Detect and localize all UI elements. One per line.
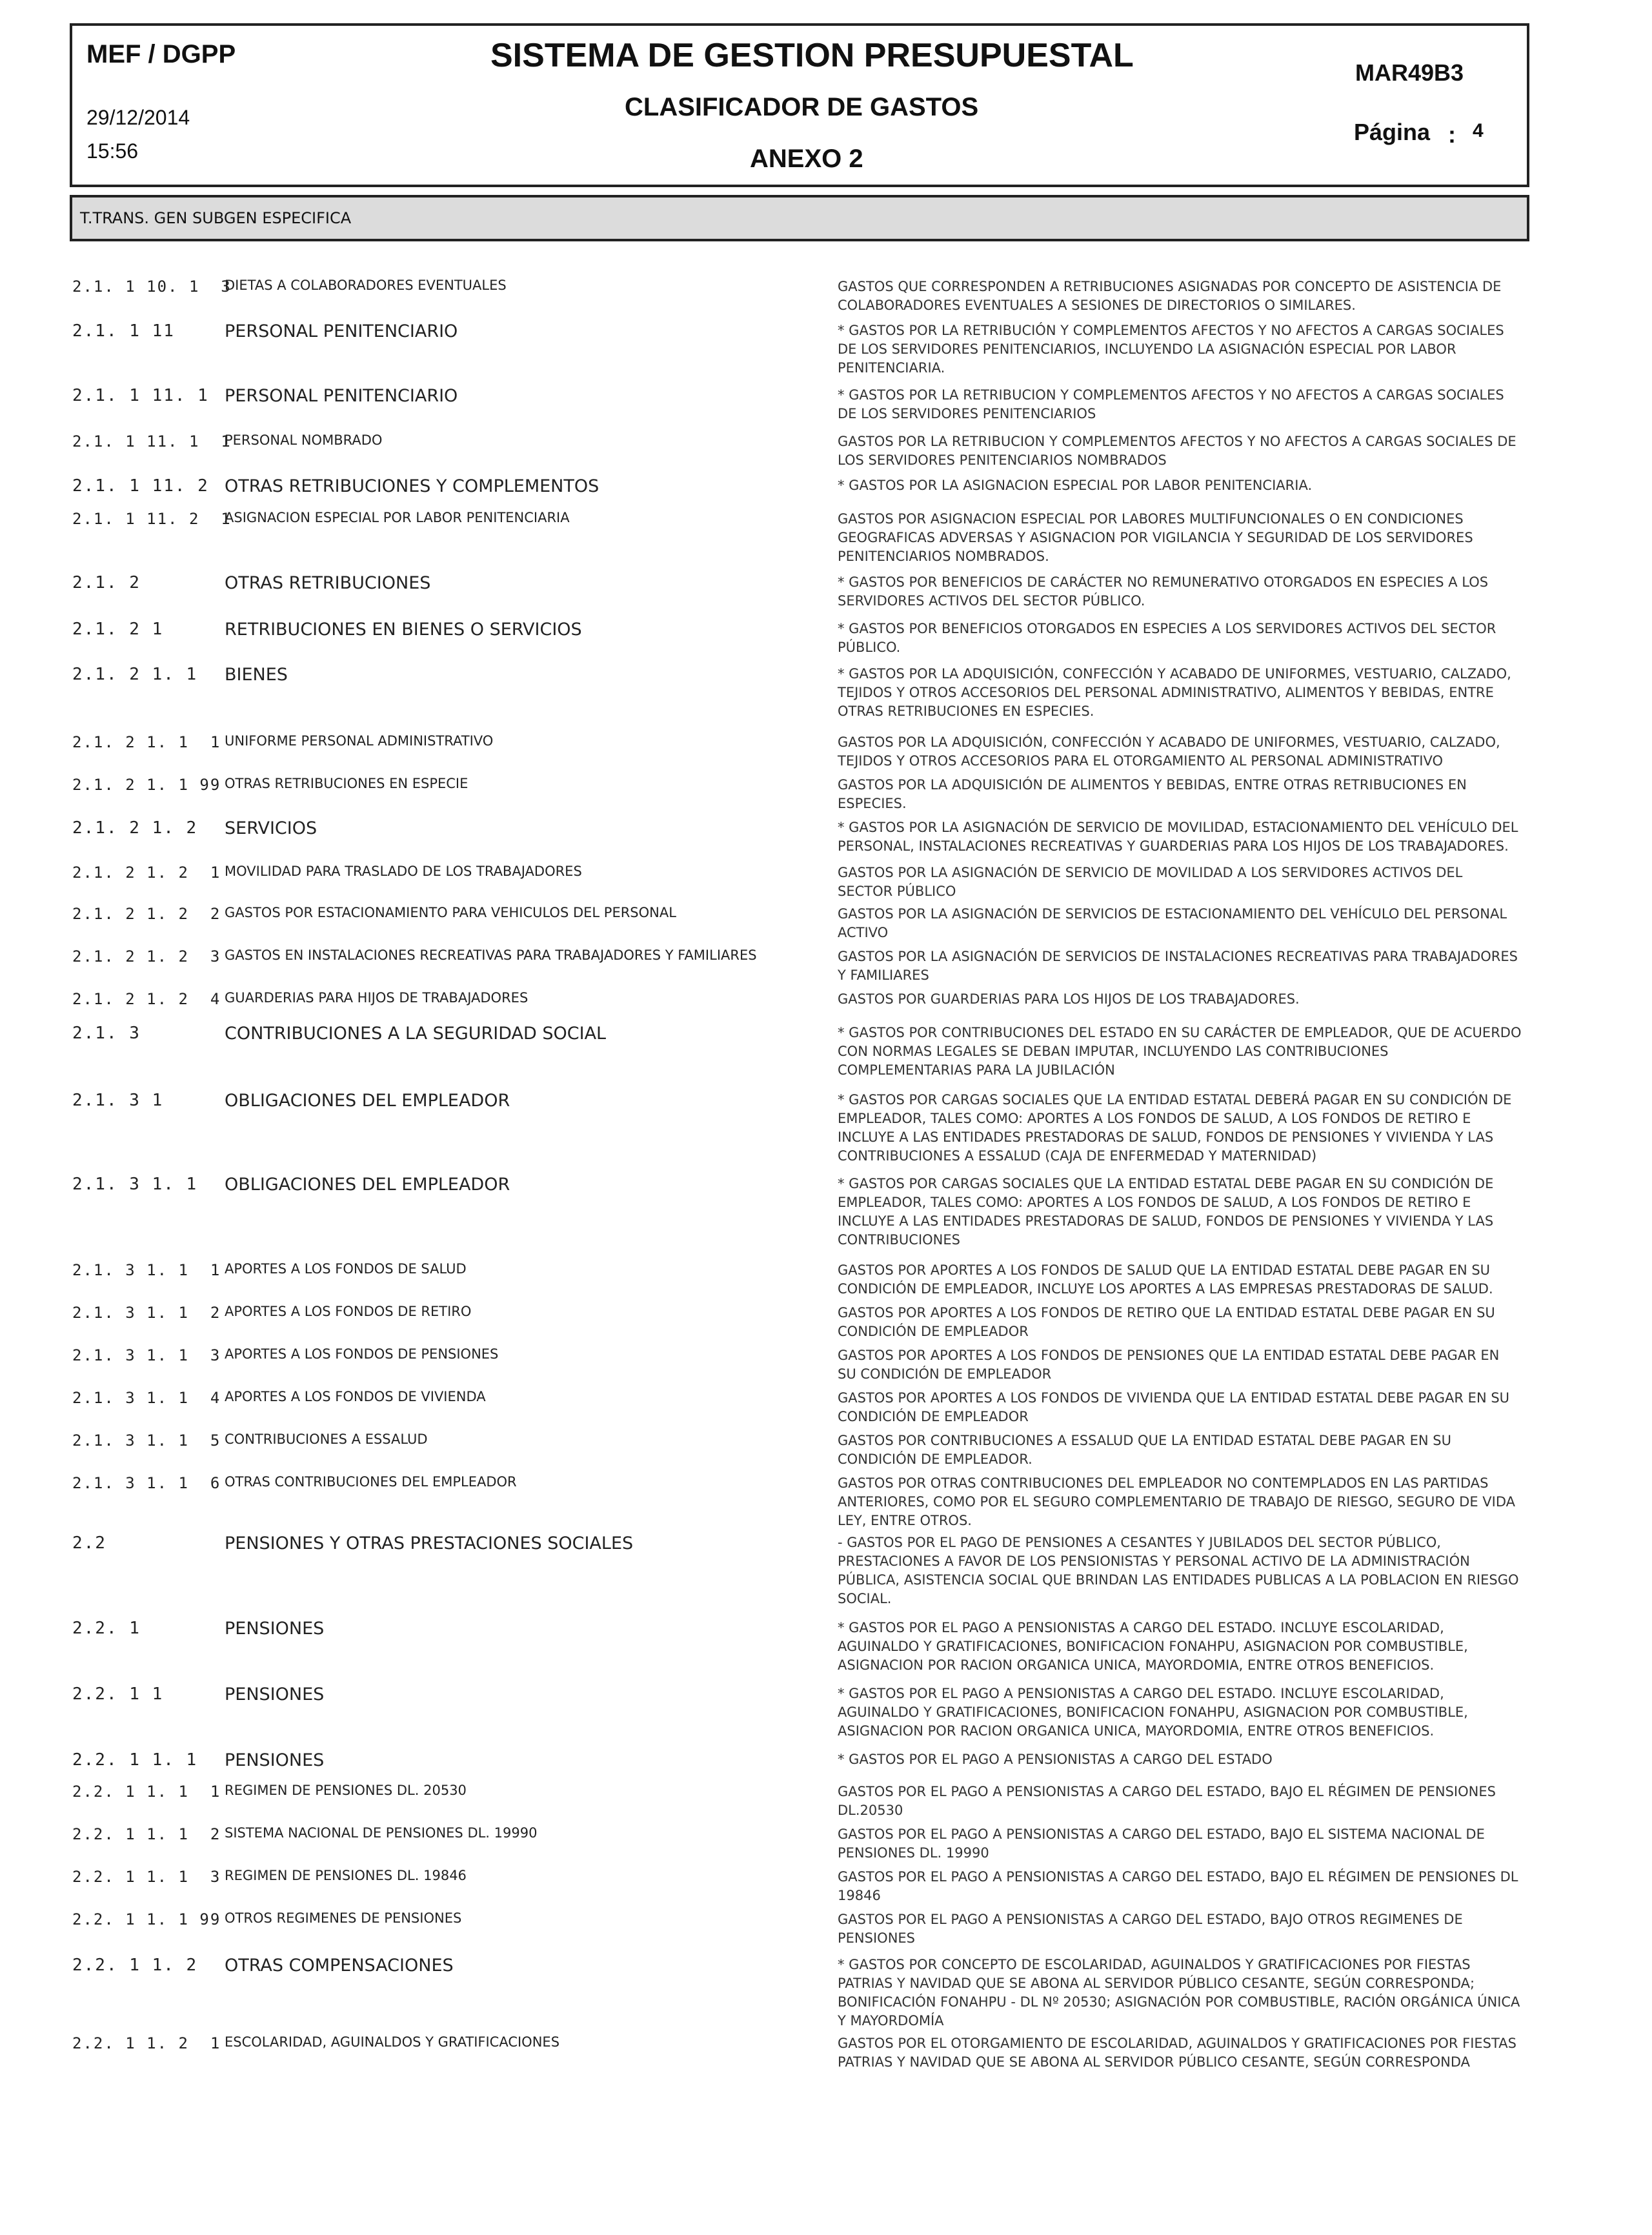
row-code: 2.1. 1 10. 1 3 <box>72 278 232 296</box>
row-name: CONTRIBUCIONES A ESSALUD <box>225 1431 428 1447</box>
row-description: * GASTOS POR LA RETRIBUCIÓN Y COMPLEMENTOS AFECTOS Y NO AFECTOS A CARGAS SOCIALES DE LOS SERVIDORES PENITENCIARIOS, INCLUYENDO LA ASIGNACIÓN ESPECIAL POR LABOR PENITENCIARIA. <box>838 323 1504 376</box>
row-description: * GASTOS POR EL PAGO A PENSIONISTAS A CARGO DEL ESTADO <box>838 1752 1273 1767</box>
row-code: 2.1. 3 1. 1 6 <box>72 1474 221 1492</box>
row-code: 2.2. 1 1. 1 <box>72 1750 198 1770</box>
row-code: 2.1. 2 1. 2 2 <box>72 905 221 923</box>
row-name: MOVILIDAD PARA TRASLADO DE LOS TRABAJADORES <box>225 864 582 879</box>
row-name: OBLIGACIONES DEL EMPLEADOR <box>225 1091 510 1111</box>
row-code: 2.2. 1 1. 1 1 <box>72 1783 221 1801</box>
row-description: * GASTOS POR EL PAGO A PENSIONISTAS A CARGO DEL ESTADO. INCLUYE ESCOLARIDAD, AGUINALDO Y GRATIFICACIONES, BONIFICACION FONAHPU, ASIGNACION POR COMBUSTIBLE, ASIGNACION POR RACION ORGANICA UNICA, MAYORDOMIA, ENTRE OTROS BENEFICIOS. <box>838 1620 1468 1673</box>
page-number: 4 <box>1473 120 1484 141</box>
row-code: 2.1. 3 1. 1 <box>72 1175 198 1194</box>
row-description: * GASTOS POR LA RETRIBUCION Y COMPLEMENTOS AFECTOS Y NO AFECTOS A CARGAS SOCIALES DE LOS SERVIDORES PENITENCIARIOS <box>838 387 1504 421</box>
row-code: 2.2. 1 1 <box>72 1684 164 1704</box>
row-name: ASIGNACION ESPECIAL POR LABOR PENITENCIARIA <box>225 510 570 525</box>
row-name: UNIFORME PERSONAL ADMINISTRATIVO <box>225 733 494 749</box>
report-title: SISTEMA DE GESTION PRESUPUESTAL <box>490 37 1134 74</box>
row-code: 2.1. 3 1. 1 2 <box>72 1304 221 1322</box>
row-name: PENSIONES <box>225 1750 325 1770</box>
row-description: GASTOS POR GUARDERIAS PARA LOS HIJOS DE LOS TRABAJADORES. <box>838 991 1300 1007</box>
row-description: GASTOS POR OTRAS CONTRIBUCIONES DEL EMPLEADOR NO CONTEMPLADOS EN LAS PARTIDAS ANTERIORES, COMO POR EL SEGURO COMPLEMENTARIO DE TRABAJO DE RIESGO, SEGURO DE VIDA LEY, ENTRE OTROS. <box>838 1475 1516 1528</box>
row-name: SERVICIOS <box>225 818 317 838</box>
row-code: 2.2. 1 1. 2 <box>72 1956 198 1975</box>
row-description: GASTOS POR EL PAGO A PENSIONISTAS A CARGO DEL ESTADO, BAJO EL RÉGIMEN DE PENSIONES DL.20530 <box>838 1784 1496 1818</box>
row-code: 2.1. 2 1. 1 1 <box>72 733 221 751</box>
org-label: MEF / DGPP <box>86 40 236 68</box>
row-name: APORTES A LOS FONDOS DE PENSIONES <box>225 1346 499 1362</box>
row-name: OTROS REGIMENES DE PENSIONES <box>225 1910 462 1926</box>
row-description: * GASTOS POR CARGAS SOCIALES QUE LA ENTIDAD ESTATAL DEBE PAGAR EN SU CONDICIÓN DE EMPLEADOR, TALES COMO: APORTES A LOS FONDOS DE SALUD, A LOS FONDOS DE RETIRO E INCLUYE A LAS ENTIDADES PRESTADORAS DE SALUD, FONDOS DE PENSIONES Y VIVIENDA Y LAS CONTRIBUCIONES <box>838 1176 1494 1248</box>
row-description: GASTOS POR LA RETRIBUCION Y COMPLEMENTOS AFECTOS Y NO AFECTOS A CARGAS SOCIALES DE LOS SERVIDORES PENITENCIARIOS NOMBRADOS <box>838 434 1516 468</box>
row-description: * GASTOS POR BENEFICIOS OTORGADOS EN ESPECIES A LOS SERVIDORES ACTIVOS DEL SECTOR PÚBLICO. <box>838 621 1496 655</box>
row-code: 2.1. 1 11. 1 <box>72 386 209 405</box>
row-name: REGIMEN DE PENSIONES DL. 19846 <box>225 1868 467 1883</box>
row-description: * GASTOS POR CONCEPTO DE ESCOLARIDAD, AGUINALDOS Y GRATIFICACIONES POR FIESTAS PATRIAS Y NAVIDAD QUE SE ABONA AL SERVIDOR PÚBLICO CESANTE, SEGÚN CORRESPONDA; BONIFICACIÓN FONAHPU - DL Nº 20530; ASIGNACIÓN POR COMBUSTIBLE, RACIÓN ORGÁNICA ÚNICA Y MAYORDOMÍA <box>838 1957 1520 2028</box>
row-description: GASTOS POR LA ASIGNACIÓN DE SERVICIOS DE INSTALACIONES RECREATIVAS PARA TRABAJADORES Y FAMILIARES <box>838 949 1518 983</box>
row-name: APORTES A LOS FONDOS DE VIVIENDA <box>225 1389 486 1404</box>
row-name: PENSIONES Y OTRAS PRESTACIONES SOCIALES <box>225 1533 634 1553</box>
row-description: - GASTOS POR EL PAGO DE PENSIONES A CESANTES Y JUBILADOS DEL SECTOR PÚBLICO, PRESTACIONES A FAVOR DE LOS PENSIONISTAS Y PERSONAL ACTIVO DE LA ADMINISTRACIÓN PÚBLICA, ASISTENCIA SOCIAL QUE BRINDAN LAS ENTIDADES PUBLICAS A LA POBLACION EN RIESGO SOCIAL. <box>838 1535 1519 1606</box>
row-name: OTRAS RETRIBUCIONES EN ESPECIE <box>225 776 468 791</box>
row-name: APORTES A LOS FONDOS DE SALUD <box>225 1261 467 1277</box>
row-code: 2.1. 3 1. 1 4 <box>72 1389 221 1407</box>
row-code: 2.1. 1 11 <box>72 321 175 341</box>
row-name: OBLIGACIONES DEL EMPLEADOR <box>225 1175 510 1195</box>
row-name: PERSONAL PENITENCIARIO <box>225 321 458 341</box>
row-description: * GASTOS POR CONTRIBUCIONES DEL ESTADO EN SU CARÁCTER DE EMPLEADOR, QUE DE ACUERDO CON NORMAS LEGALES SE DEBAN IMPUTAR, INCLUYENDO LAS CONTRIBUCIONES COMPLEMENTARIAS PARA LA JUBILACIÓN <box>838 1025 1522 1078</box>
row-code: 2.1. 1 11. 2 1 <box>72 510 232 528</box>
row-description: GASTOS POR EL PAGO A PENSIONISTAS A CARGO DEL ESTADO, BAJO OTROS REGIMENES DE PENSIONES <box>838 1912 1463 1946</box>
row-description: * GASTOS POR CARGAS SOCIALES QUE LA ENTIDAD ESTATAL DEBERÁ PAGAR EN SU CONDICIÓN DE EMPLEADOR, TALES COMO: APORTES A LOS FONDOS DE SALUD, A LOS FONDOS DE RETIRO E INCLUYE A LAS ENTIDADES PRESTADORAS DE SALUD, FONDOS DE PENSIONES Y VIVIENDA Y LAS CONTRIBUCIONES A ESSALUD (CAJA DE ENFERMEDAD Y MATERNIDAD) <box>838 1092 1512 1164</box>
row-name: OTRAS RETRIBUCIONES Y COMPLEMENTOS <box>225 476 599 496</box>
row-code: 2.1. 1 11. 2 <box>72 476 209 496</box>
row-description: GASTOS POR LA ADQUISICIÓN DE ALIMENTOS Y BEBIDAS, ENTRE OTRAS RETRIBUCIONES EN ESPECIES. <box>838 777 1467 811</box>
report-annex: ANEXO 2 <box>750 145 863 173</box>
row-code: 2.1. 2 1. 2 3 <box>72 947 221 966</box>
row-code: 2.1. 3 <box>72 1024 141 1043</box>
row-code: 2.1. 2 1. 1 <box>72 665 198 684</box>
row-description: GASTOS POR LA ADQUISICIÓN, CONFECCIÓN Y ACABADO DE UNIFORMES, VESTUARIO, CALZADO, TEJIDOS Y OTROS ACCESORIOS PARA EL OTORGAMIENTO AL PERSONAL ADMINISTRATIVO <box>838 734 1500 769</box>
row-code: 2.1. 2 1. 2 4 <box>72 990 221 1008</box>
row-name: CONTRIBUCIONES A LA SEGURIDAD SOCIAL <box>225 1024 607 1044</box>
row-description: GASTOS QUE CORRESPONDEN A RETRIBUCIONES ASIGNADAS POR CONCEPTO DE ASISTENCIA DE COLABORADORES EVENTUALES A SESIONES DE DIRECTORIOS O SIMILARES. <box>838 279 1502 313</box>
row-name: OTRAS COMPENSACIONES <box>225 1956 454 1976</box>
row-description: GASTOS POR APORTES A LOS FONDOS DE SALUD QUE LA ENTIDAD ESTATAL DEBE PAGAR EN SU CONDICIÓN DE EMPLEADOR, INCLUYE LOS APORTES A LAS EMPRESAS PRESTADORAS DE SALUD. <box>838 1262 1493 1297</box>
report-subtitle: CLASIFICADOR DE GASTOS <box>625 93 979 121</box>
row-code: 2.1. 3 1. 1 1 <box>72 1261 221 1279</box>
page-label: Página <box>1354 119 1431 145</box>
report-time: 15:56 <box>86 139 139 163</box>
row-name: PERSONAL PENITENCIARIO <box>225 386 458 406</box>
row-name: OTRAS RETRIBUCIONES <box>225 573 431 593</box>
row-name: OTRAS CONTRIBUCIONES DEL EMPLEADOR <box>225 1474 517 1490</box>
row-description: GASTOS POR LA ASIGNACIÓN DE SERVICIOS DE ESTACIONAMIENTO DEL VEHÍCULO DEL PERSONAL ACTIVO <box>838 906 1507 940</box>
row-description: * GASTOS POR BENEFICIOS DE CARÁCTER NO REMUNERATIVO OTORGADOS EN ESPECIES A LOS SERVIDORES ACTIVOS DEL SECTOR PÚBLICO. <box>838 574 1489 609</box>
row-description: GASTOS POR APORTES A LOS FONDOS DE RETIRO QUE LA ENTIDAD ESTATAL DEBE PAGAR EN SU CONDICIÓN DE EMPLEADOR <box>838 1305 1495 1339</box>
row-description: GASTOS POR EL OTORGAMIENTO DE ESCOLARIDAD, AGUINALDOS Y GRATIFICACIONES POR FIESTAS PATRIAS Y NAVIDAD QUE SE ABONA AL SERVIDOR PÚBLICO CESANTE, SEGÚN CORRESPONDA <box>838 2036 1516 2070</box>
row-code: 2.2. 1 1. 1 99 <box>72 1910 221 1928</box>
row-description: * GASTOS POR LA ADQUISICIÓN, CONFECCIÓN Y ACABADO DE UNIFORMES, VESTUARIO, CALZADO, TEJIDOS Y OTROS ACCESORIOS DEL PERSONAL ADMINISTRATIVO, ALIMENTOS Y BEBIDAS, ENTRE OTRAS RETRIBUCIONES EN ESPECIES. <box>838 666 1511 719</box>
row-code: 2.1. 2 1 <box>72 620 164 639</box>
row-code: 2.1. 3 1 <box>72 1091 164 1110</box>
row-name: BIENES <box>225 665 288 685</box>
row-code: 2.1. 2 1. 1 99 <box>72 776 221 794</box>
column-header-label: T.TRANS. GEN SUBGEN ESPECIFICA <box>80 209 352 227</box>
row-name: DIETAS A COLABORADORES EVENTUALES <box>225 278 507 293</box>
row-description: * GASTOS POR LA ASIGNACIÓN DE SERVICIO DE MOVILIDAD, ESTACIONAMIENTO DEL VEHÍCULO DEL PERSONAL, INSTALACIONES RECREATIVAS Y GUARDERIAS PARA LOS HIJOS DE LOS TRABAJADORES. <box>838 820 1518 854</box>
row-code: 2.2. 1 1. 1 2 <box>72 1825 221 1843</box>
row-name: REGIMEN DE PENSIONES DL. 20530 <box>225 1783 467 1798</box>
row-code: 2.2. 1 <box>72 1619 141 1638</box>
column-header-bar <box>70 195 1529 241</box>
row-code: 2.1. 3 1. 1 3 <box>72 1346 221 1364</box>
row-code: 2.1. 3 1. 1 5 <box>72 1431 221 1450</box>
row-name: PERSONAL NOMBRADO <box>225 432 383 448</box>
row-description: * GASTOS POR LA ASIGNACION ESPECIAL POR LABOR PENITENCIARIA. <box>838 478 1313 493</box>
row-code: 2.2. 1 1. 1 3 <box>72 1868 221 1886</box>
row-description: GASTOS POR CONTRIBUCIONES A ESSALUD QUE LA ENTIDAD ESTATAL DEBE PAGAR EN SU CONDICIÓN DE EMPLEADOR. <box>838 1433 1451 1467</box>
row-description: GASTOS POR APORTES A LOS FONDOS DE VIVIENDA QUE LA ENTIDAD ESTATAL DEBE PAGAR EN SU CONDICIÓN DE EMPLEADOR <box>838 1390 1510 1424</box>
row-name: GUARDERIAS PARA HIJOS DE TRABAJADORES <box>225 990 529 1006</box>
row-description: * GASTOS POR EL PAGO A PENSIONISTAS A CARGO DEL ESTADO. INCLUYE ESCOLARIDAD, AGUINALDO Y GRATIFICACIONES, BONIFICACION FONAHPU, ASIGNACION POR COMBUSTIBLE, ASIGNACION POR RACION ORGANICA UNICA, MAYORDOMIA, ENTRE OTROS BENEFICIOS. <box>838 1686 1468 1739</box>
row-code: 2.1. 2 1. 2 <box>72 818 198 838</box>
row-name: GASTOS POR ESTACIONAMIENTO PARA VEHICULOS DEL PERSONAL <box>225 905 676 920</box>
row-code: 2.1. 1 11. 1 1 <box>72 432 232 450</box>
row-description: GASTOS POR EL PAGO A PENSIONISTAS A CARGO DEL ESTADO, BAJO EL RÉGIMEN DE PENSIONES DL 19846 <box>838 1869 1518 1903</box>
row-name: GASTOS EN INSTALACIONES RECREATIVAS PARA TRABAJADORES Y FAMILIARES <box>225 947 757 963</box>
row-code: 2.1. 2 <box>72 573 141 592</box>
row-code: 2.2 <box>72 1533 106 1553</box>
row-name: PENSIONES <box>225 1684 325 1704</box>
row-name: PENSIONES <box>225 1619 325 1639</box>
report-date: 29/12/2014 <box>86 106 190 129</box>
row-code: 2.2. 1 1. 2 1 <box>72 2034 221 2052</box>
row-description: GASTOS POR ASIGNACION ESPECIAL POR LABORES MULTIFUNCIONALES O EN CONDICIONES GEOGRAFICAS ADVERSAS Y ASIGNACION POR VIGILANCIA Y SEGURIDAD DE LOS SERVIDORES PENITENCIARIOS NOMBRADOS. <box>838 511 1473 564</box>
page-separator: : <box>1448 121 1456 148</box>
row-name: SISTEMA NACIONAL DE PENSIONES DL. 19990 <box>225 1825 538 1841</box>
row-description: GASTOS POR LA ASIGNACIÓN DE SERVICIO DE MOVILIDAD A LOS SERVIDORES ACTIVOS DEL SECTOR PÚBLICO <box>838 865 1463 899</box>
row-name: RETRIBUCIONES EN BIENES O SERVICIOS <box>225 620 582 640</box>
row-description: GASTOS POR EL PAGO A PENSIONISTAS A CARGO DEL ESTADO, BAJO EL SISTEMA NACIONAL DE PENSIONES DL. 19990 <box>838 1826 1485 1861</box>
report-code: MAR49B3 <box>1355 59 1464 86</box>
row-name: ESCOLARIDAD, AGUINALDOS Y GRATIFICACIONES <box>225 2034 560 2050</box>
row-name: APORTES A LOS FONDOS DE RETIRO <box>225 1304 472 1319</box>
row-description: GASTOS POR APORTES A LOS FONDOS DE PENSIONES QUE LA ENTIDAD ESTATAL DEBE PAGAR EN SU CONDICIÓN DE EMPLEADOR <box>838 1348 1500 1382</box>
row-code: 2.1. 2 1. 2 1 <box>72 864 221 882</box>
